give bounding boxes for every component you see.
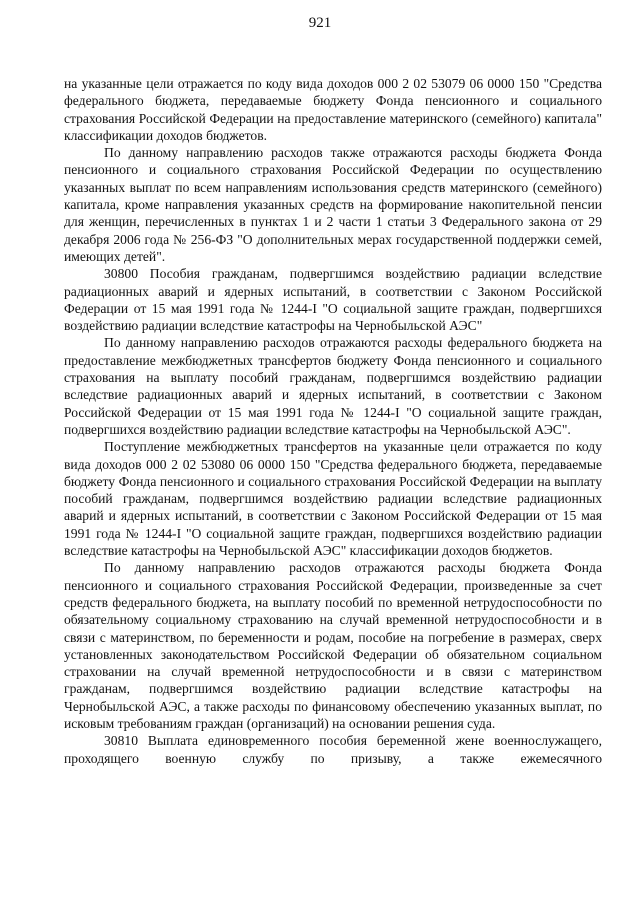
paragraph-7: 30810 Выплата единовременного пособия беременной жене военнослужащего, проходящего военную службу по призыву, а также ежемесячного bbox=[64, 733, 602, 766]
paragraph-3: 30800 Пособия гражданам, подвергшимся воздействию радиации вследствие радиационных аварий и ядерных испытаний, в соответствии с Законом Российской Федерации от 15 мая 1991 года № 1244-I "О социальной защите граждан, подвергшихся воздействию радиации вследствие катастрофы на Чернобыльской АЭС" bbox=[64, 266, 602, 334]
page-number: 921 bbox=[308, 15, 332, 31]
paragraph-6: По данному направлению расходов отражаются расходы бюджета Фонда пенсионного и социального страхования Российской Федерации, произведенные за счет средств федерального бюджета, на выплату пособий по временной нетрудоспособности по обязательному социальному страхованию на случай временной нетрудоспособности и в связи с материнством, по беременности и родам, пособие на погребение в размерах, сверх установленных законодательством Российской Федерации об обязательном социальном страховании на случай временной нетрудоспособности и в связи с материнством гражданам, подвергшимся воздействию радиации вследствие катастрофы на Чернобыльской АЭС, а также расходы по финансовому обеспечению указанных выплат, по исковым требованиям граждан (организаций) на основании решения суда. bbox=[64, 560, 602, 731]
paragraph-1: на указанные цели отражается по коду вида доходов 000 2 02 53079 06 0000 150 "Средства федерального бюджета, передаваемые бюджету Фонда пенсионного и социального страхования Российской Федерации на предоставление материнского (семейного) капитала" классификации доходов бюджетов. bbox=[64, 76, 602, 143]
body-text bbox=[64, 75, 602, 767]
paragraph-5: Поступление межбюджетных трансфертов на указанные цели отражается по коду вида доходов 000 2 02 53080 06 0000 150 "Средства федерального бюджета, передаваемые бюджету Фонда пенсионного и социального страхования Российской Федерации на выплату пособий гражданам, подвергшимся воздействию радиации вследствие радиационных аварий и ядерных испытаний, в соответствии с Законом Российской Федерации от 15 мая 1991 года № 1244-I "О социальной защите граждан, подвергшихся воздействию радиации вследствие катастрофы на Чернобыльской АЭС" классификации доходов бюджетов. bbox=[64, 439, 602, 559]
paragraph-2: По данному направлению расходов также отражаются расходы бюджета Фонда пенсионного и социального страхования Российской Федерации по осуществлению указанных выплат по всем направлениям использования средств материнского (семейного) капитала, кроме направления указанных средств на формирование накопительной пенсии для женщин, перечисленных в пунктах 1 и 2 части 1 статьи 3 Федерального закона от 29 декабря 2006 года № 256-ФЗ "О дополнительных мерах государственной поддержки семей, имеющих детей". bbox=[64, 145, 602, 264]
paragraph-4: По данному направлению расходов отражаются расходы федерального бюджета на предоставление межбюджетных трансфертов бюджету Фонда пенсионного и социального страхования на выплату пособий гражданам, подвергшимся воздействию радиации вследствие радиационных аварий и ядерных испытаний, в соответствии с Законом Российской Федерации от 15 мая 1991 года № 1244-I "О социальной защите граждан, подвергшихся воздействию радиации вследствие катастрофы на Чернобыльской АЭС". bbox=[64, 335, 602, 437]
